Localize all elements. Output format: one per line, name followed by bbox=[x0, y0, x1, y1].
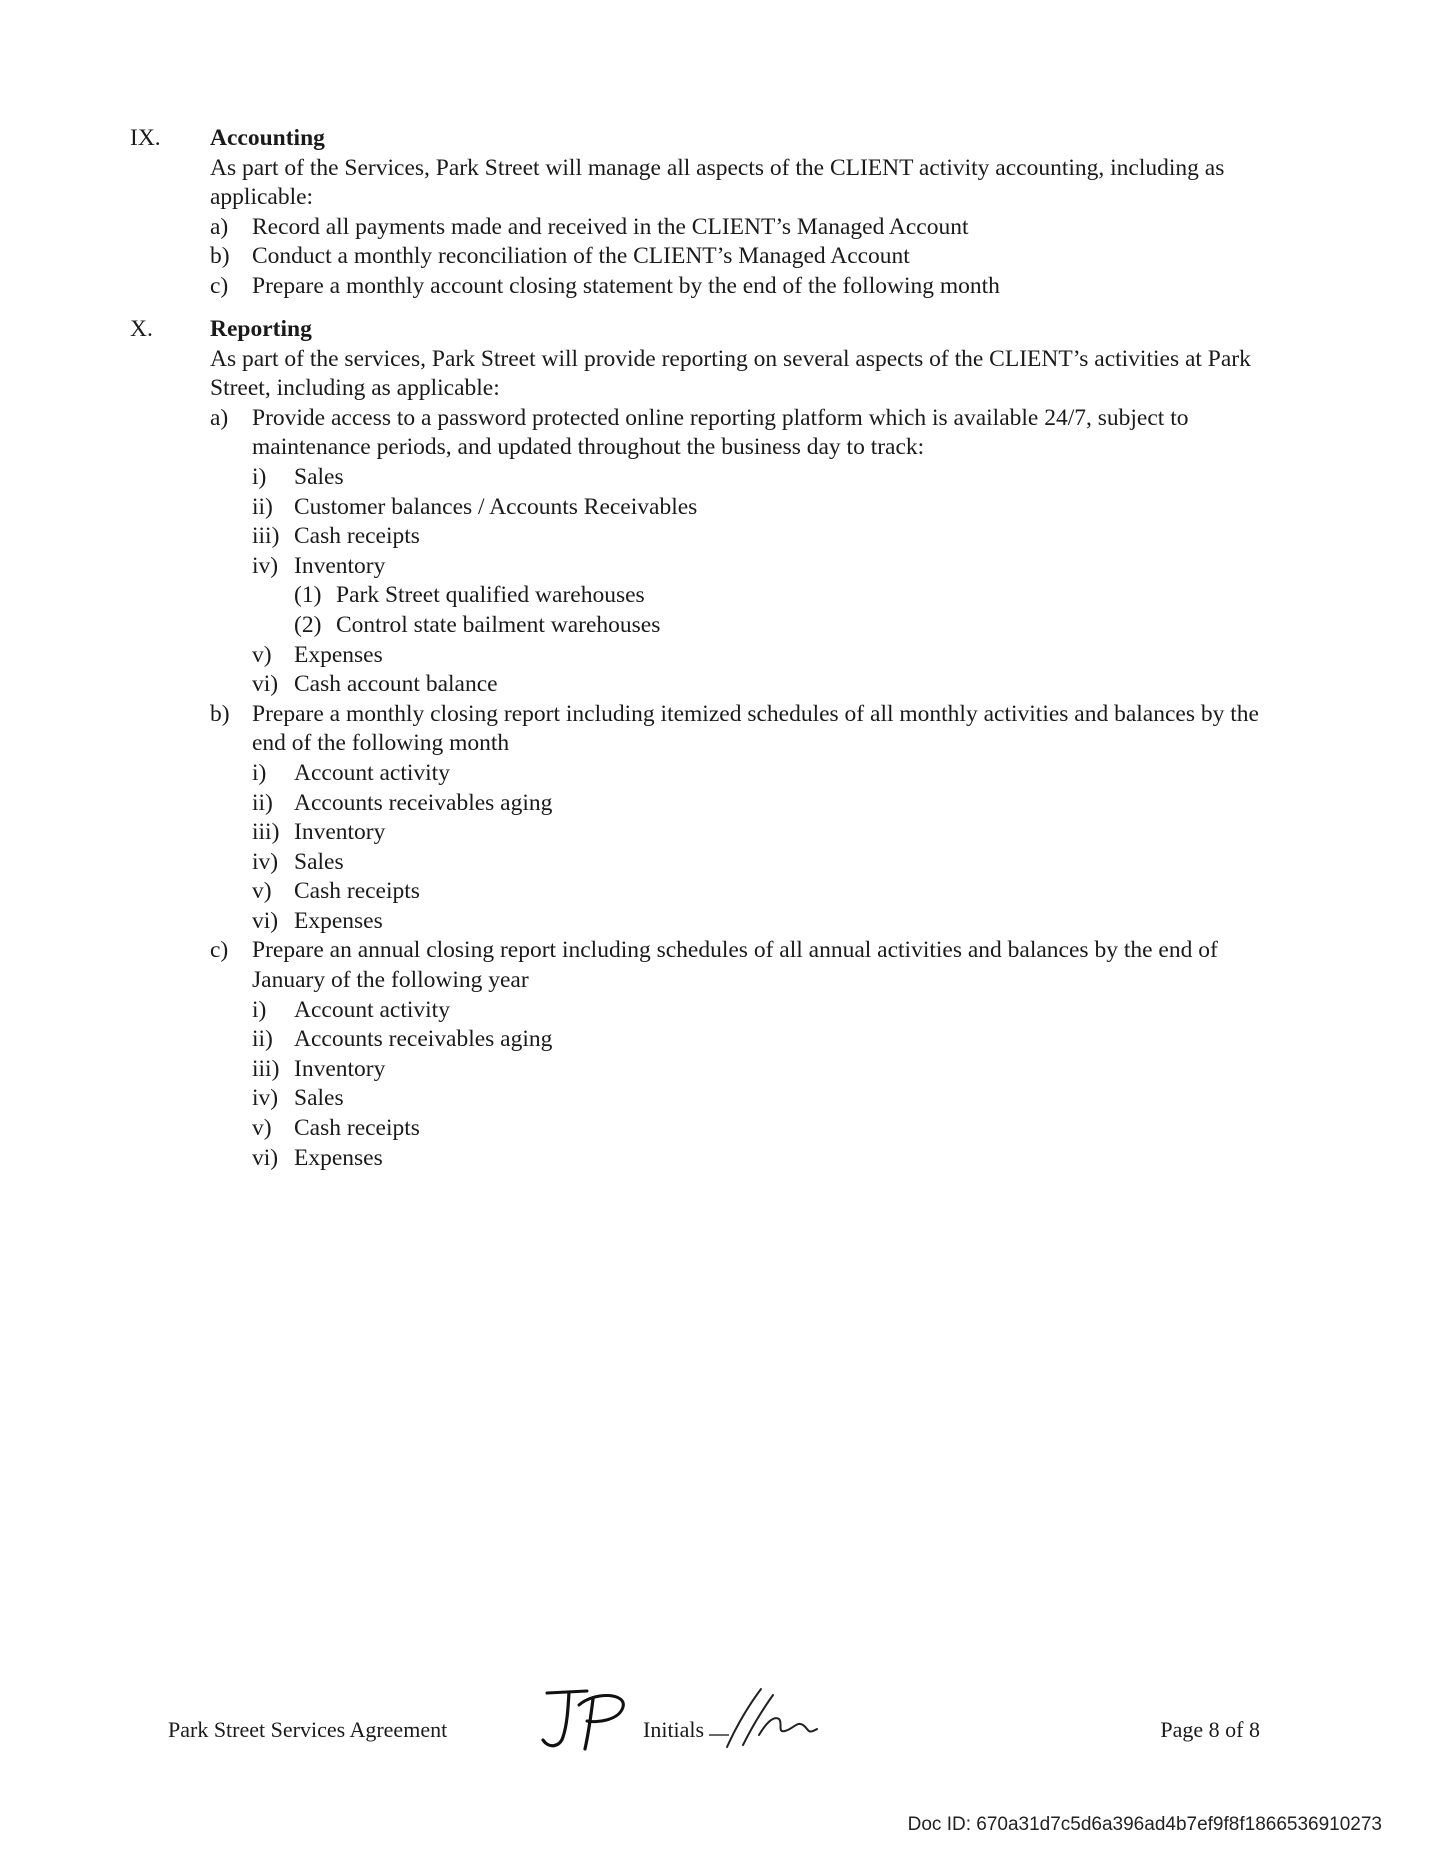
sub-item-label: v) bbox=[252, 878, 272, 905]
sub-sub-item-label: (2) bbox=[294, 611, 322, 638]
section-intro: As part of the services, Park Street will provide reporting on several aspects of the CLIENT’s activities at Park Street, including as applicable: bbox=[210, 345, 1251, 402]
sub-item bbox=[210, 552, 1280, 582]
sub-item bbox=[210, 670, 1280, 700]
footer-agreement-title: Park Street Services Agreement bbox=[168, 1717, 448, 1742]
sub-item bbox=[210, 493, 1280, 523]
page-number: Page 8 of 8 bbox=[1160, 1717, 1260, 1742]
section-intro: As part of the Services, Park Street will manage all aspects of the CLIENT activity accounting, including as applicable: bbox=[210, 154, 1225, 211]
item-text: Prepare a monthly account closing statement by the end of the following month bbox=[252, 272, 1000, 299]
item-text: Prepare an annual closing report including schedules of all annual activities and balances by the end of January of the following year bbox=[252, 937, 1218, 994]
initials-label: Initials bbox=[643, 1717, 705, 1742]
section-heading bbox=[130, 315, 1280, 345]
sub-sub-item bbox=[210, 581, 1280, 611]
sub-item bbox=[210, 1114, 1280, 1144]
item-label: c) bbox=[210, 937, 229, 964]
sub-item-text: Inventory bbox=[294, 552, 386, 579]
sub-item-label: iv) bbox=[252, 552, 279, 579]
sub-item-text: Account activity bbox=[294, 996, 450, 1023]
sub-item bbox=[210, 1084, 1280, 1114]
sub-sub-item-label: (1) bbox=[294, 582, 322, 609]
sub-item-label: vi) bbox=[252, 907, 279, 934]
sub-item-text: Cash receipts bbox=[294, 1115, 420, 1142]
sub-item-label: vi) bbox=[252, 1144, 279, 1171]
sub-item-label: iv) bbox=[252, 1085, 279, 1112]
initials-block bbox=[535, 1685, 865, 1755]
section-title: Reporting bbox=[210, 316, 312, 342]
list-item bbox=[210, 242, 1280, 272]
sub-item bbox=[210, 463, 1280, 493]
item-label: b) bbox=[210, 243, 230, 270]
item-label: a) bbox=[210, 404, 229, 431]
section-reporting bbox=[130, 315, 1280, 1173]
sub-item bbox=[210, 848, 1280, 878]
sub-item-label: ii) bbox=[252, 1026, 273, 1053]
doc-id: Doc ID: 670a31d7c5d6a396ad4b7ef9f8f1866536910273 bbox=[907, 1814, 1382, 1835]
list-item bbox=[210, 272, 1280, 302]
section-body bbox=[130, 345, 1280, 1174]
section-body bbox=[130, 154, 1280, 302]
sub-item-text: Sales bbox=[294, 848, 344, 875]
sub-item-text: Cash receipts bbox=[294, 878, 420, 905]
sub-item-label: iii) bbox=[252, 523, 280, 550]
sub-item-text: Cash account balance bbox=[294, 671, 498, 698]
sub-item bbox=[210, 1025, 1280, 1055]
sub-sub-item bbox=[210, 611, 1280, 641]
sub-item-text: Inventory bbox=[294, 819, 386, 846]
sub-item-label: i) bbox=[252, 759, 267, 786]
sub-item bbox=[210, 877, 1280, 907]
list-item bbox=[210, 213, 1280, 243]
sub-item bbox=[210, 907, 1280, 937]
item-text: Conduct a monthly reconciliation of the CLIENT’s Managed Account bbox=[252, 243, 910, 270]
sub-item-label: iv) bbox=[252, 848, 279, 875]
sub-item-label: v) bbox=[252, 1115, 272, 1142]
sub-item-label: vi) bbox=[252, 671, 279, 698]
sub-item-label: iii) bbox=[252, 1055, 280, 1082]
item-text: Provide access to a password protected online reporting platform which is available 24/7, subject to maintenance periods, and updated throughout the business day to track: bbox=[252, 404, 1189, 461]
sub-item-text: Sales bbox=[294, 1085, 344, 1112]
sub-item-text: Expenses bbox=[294, 1144, 383, 1171]
sub-item bbox=[210, 996, 1280, 1026]
item-text: Prepare a monthly closing report including itemized schedules of all monthly activities and balances by the end of the following month bbox=[252, 700, 1259, 757]
sub-item-text: Inventory bbox=[294, 1055, 386, 1082]
sub-item bbox=[210, 759, 1280, 789]
sub-item-text: Accounts receivables aging bbox=[294, 789, 553, 816]
sub-item-text: Expenses bbox=[294, 907, 383, 934]
sub-item-text: Sales bbox=[294, 463, 344, 490]
sub-item-text: Accounts receivables aging bbox=[294, 1026, 553, 1053]
sub-item-label: i) bbox=[252, 463, 267, 490]
sub-sub-item-text: Park Street qualified warehouses bbox=[336, 582, 645, 609]
sub-item bbox=[210, 818, 1280, 848]
item-text: Record all payments made and received in the CLIENT’s Managed Account bbox=[252, 213, 969, 240]
jp-signature bbox=[535, 1685, 635, 1753]
list-item bbox=[210, 936, 1280, 995]
item-label: a) bbox=[210, 213, 229, 240]
sub-item bbox=[210, 1055, 1280, 1085]
sub-item bbox=[210, 641, 1280, 671]
sub-item-label: ii) bbox=[252, 493, 273, 520]
item-label: c) bbox=[210, 272, 229, 299]
sub-item-label: i) bbox=[252, 996, 267, 1023]
initials-signature bbox=[707, 1685, 857, 1753]
sub-sub-item-text: Control state bailment warehouses bbox=[336, 611, 661, 638]
section-number: IX. bbox=[130, 125, 161, 151]
sub-item bbox=[210, 1144, 1280, 1174]
sub-item-label: iii) bbox=[252, 819, 280, 846]
sub-item-text: Customer balances / Accounts Receivables bbox=[294, 493, 698, 520]
item-label: b) bbox=[210, 700, 230, 727]
sub-item bbox=[210, 789, 1280, 819]
list-item bbox=[210, 700, 1280, 759]
section-heading bbox=[130, 124, 1280, 154]
section-title: Accounting bbox=[210, 125, 325, 151]
section-accounting bbox=[130, 124, 1280, 302]
sub-item-label: ii) bbox=[252, 789, 273, 816]
list-item bbox=[210, 404, 1280, 463]
sub-item-text: Cash receipts bbox=[294, 523, 420, 550]
sub-item bbox=[210, 522, 1280, 552]
sub-item-label: v) bbox=[252, 641, 272, 668]
section-number: X. bbox=[130, 316, 153, 342]
sub-item-text: Account activity bbox=[294, 759, 450, 786]
sub-item-text: Expenses bbox=[294, 641, 383, 668]
